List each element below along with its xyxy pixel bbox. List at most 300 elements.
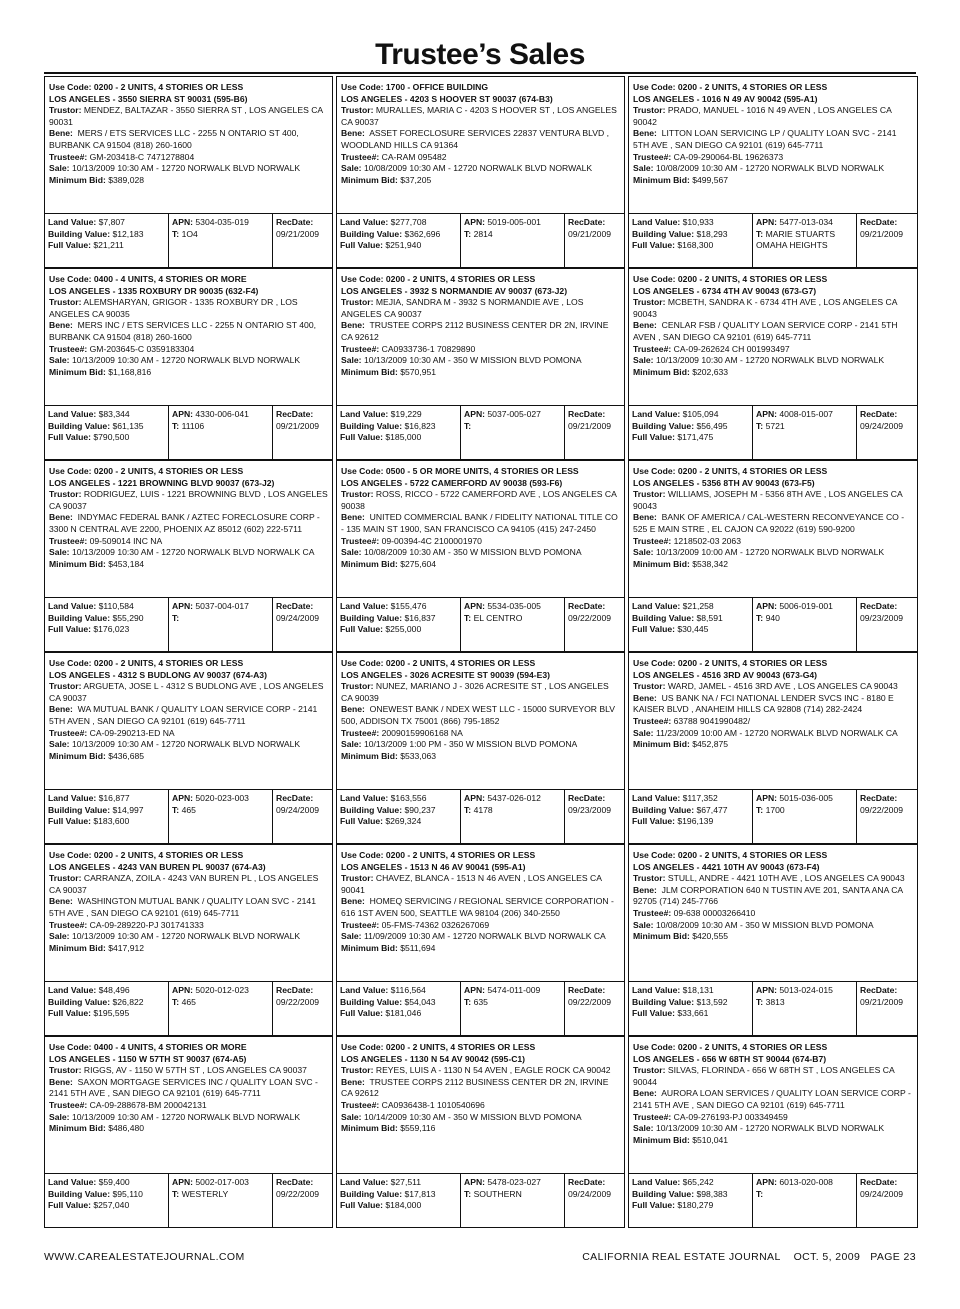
- trustor-value: WARD, JAMEL - 4516 3RD AVE , LOS ANGELES CA 90043: [667, 681, 898, 692]
- trustee-label: Trustee#:: [341, 1099, 380, 1110]
- land-value: $277,708: [390, 217, 427, 227]
- sale-label: Sale:: [49, 163, 70, 174]
- trustee-value: 20090159906168 NA: [381, 727, 463, 738]
- trustee-value: GM-203645-C 0359183304: [89, 343, 195, 354]
- listing-record: [44, 76, 333, 268]
- apn-column: [169, 982, 273, 1035]
- trustor-label: Trustor:: [49, 489, 82, 500]
- t-value: 1700: [765, 804, 785, 815]
- apn-label: APN:: [172, 217, 194, 227]
- minbid-value: $486,480: [108, 1123, 145, 1134]
- full-value: $184,000: [385, 1200, 422, 1211]
- listing-record: [336, 76, 625, 268]
- use-code: Use Code: 0200 - 2 UNITS, 4 STORIES OR LESS: [633, 274, 828, 284]
- land-label: Land Value:: [632, 601, 681, 611]
- record-values: [628, 405, 918, 460]
- property-address: LOS ANGELES - 1130 N 54 AV 90042 (595-C1): [341, 1053, 526, 1064]
- trustor-value: REYES, LUIS A - 1130 N 54 AVEN , EAGLE ROCK CA 90042: [375, 1065, 611, 1076]
- land-label: Land Value:: [48, 409, 97, 419]
- land-label: Land Value:: [48, 1177, 97, 1187]
- bene-label: Bene:: [633, 128, 657, 139]
- property-address: LOS ANGELES - 3932 S NORMANDIE AV 90037 (673-J2): [341, 285, 568, 296]
- use-code: Use Code: 0200 - 2 UNITS, 4 STORIES OR LESS: [341, 1042, 536, 1052]
- land-label: Land Value:: [48, 601, 97, 611]
- use-code: Use Code: 0200 - 2 UNITS, 4 STORIES OR LESS: [341, 850, 536, 860]
- bene-label: Bene:: [341, 128, 365, 139]
- sale-value: 10/13/2009 10:00 AM - 12720 NORWALK BLVD NORWALK: [655, 547, 885, 558]
- full-value: $180,279: [677, 1200, 714, 1211]
- t-value: 635: [473, 996, 488, 1007]
- apn-column: [461, 214, 565, 267]
- building-value: $98,383: [696, 1188, 728, 1199]
- building-label: Building Value:: [340, 228, 403, 239]
- property-address: LOS ANGELES - 1221 BROWNING BLVD 90037 (673-J2): [49, 477, 275, 488]
- apn-column: [169, 598, 273, 651]
- full-label: Full Value:: [632, 1200, 675, 1211]
- record-values: [336, 981, 625, 1036]
- record-values: [336, 1173, 625, 1228]
- bene-label: Bene:: [633, 1088, 657, 1099]
- building-value: $8,591: [696, 612, 723, 623]
- building-label: Building Value:: [48, 420, 111, 431]
- listing-record: [44, 1036, 333, 1228]
- minbid-label: Minimum Bid:: [633, 1134, 690, 1145]
- minbid-label: Minimum Bid:: [341, 174, 398, 185]
- t-label: T:: [172, 1188, 180, 1199]
- listing-record: [628, 652, 918, 844]
- t-value: WESTERLY: [181, 1188, 229, 1199]
- building-value: $16,837: [404, 612, 436, 623]
- record-details: [628, 652, 918, 789]
- apn-column: [753, 406, 857, 459]
- apn-column: [461, 982, 565, 1035]
- bene-value: INDYMAC FEDERAL BANK / AZTEC FORECLOSURE CORP - 3300 N CENTRAL AVE 2200, PHOENIX AZ 85012 (602) 222-5711: [49, 512, 320, 534]
- apn-label: APN:: [756, 1177, 778, 1187]
- value-column: [629, 982, 753, 1035]
- land-label: Land Value:: [48, 217, 97, 227]
- trustee-value: CA-09-289220-PJ 301741333: [89, 919, 204, 930]
- trustor-value: MURALLES, MARIA C - 4203 S HOOVER ST , LOS ANGELES CA 90037: [341, 105, 617, 127]
- bene-value: BANK OF AMERICA / CAL-WESTERN RECONVEYANCE CO - 525 E MAIN STRE , EL CAJON CA 92022 (619) 590-9200: [633, 512, 905, 534]
- property-address: LOS ANGELES - 5722 CAMERFORD AV 90038 (593-F6): [341, 477, 563, 488]
- sale-label: Sale:: [633, 1123, 654, 1134]
- land-value: $10,933: [682, 217, 714, 227]
- trustee-value: CA-RAM 095482: [381, 151, 447, 162]
- building-label: Building Value:: [48, 804, 111, 815]
- title-divider: [44, 72, 916, 74]
- record-details: [336, 1036, 625, 1173]
- land-value: $21,258: [682, 601, 714, 611]
- building-label: Building Value:: [632, 804, 695, 815]
- trustor-label: Trustor:: [633, 873, 666, 884]
- value-column: [45, 982, 169, 1035]
- trustee-value: 63788 9041990482/: [673, 715, 751, 726]
- apn-column: [753, 1174, 857, 1227]
- full-label: Full Value:: [340, 624, 383, 635]
- recdate-label: RecDate:: [860, 985, 898, 995]
- minbid-value: $538,342: [692, 558, 729, 569]
- property-address: LOS ANGELES - 3026 ACRESITE ST 90039 (594-E3): [341, 669, 551, 680]
- t-value: MARIE STUARTS OMAHA HEIGHTS: [756, 228, 836, 251]
- sale-value: 10/13/2009 10:30 AM - 12720 NORWALK BLVD NORWALK: [71, 355, 301, 366]
- land-label: Land Value:: [340, 217, 389, 227]
- use-code: Use Code: 0200 - 2 UNITS, 4 STORIES OR LESS: [633, 1042, 828, 1052]
- land-value: $7,807: [98, 217, 125, 227]
- trustor-value: RIGGS, AV - 1150 W 57TH ST , LOS ANGELES CA 90037: [83, 1065, 307, 1076]
- bene-label: Bene:: [633, 692, 657, 703]
- t-label: T:: [172, 228, 180, 239]
- bene-label: Bene:: [341, 704, 365, 715]
- bene-value: TRUSTEE CORPS 2112 BUSINESS CENTER DR 2N, IRVINE CA 92612: [341, 320, 609, 342]
- trustee-label: Trustee#:: [633, 1111, 672, 1122]
- apn-label: APN:: [756, 601, 778, 611]
- record-details: [44, 268, 333, 405]
- property-address: LOS ANGELES - 4421 10TH AV 90043 (673-F4): [633, 861, 820, 872]
- trustor-label: Trustor:: [633, 297, 666, 308]
- record-details: [44, 460, 333, 597]
- building-label: Building Value:: [340, 1188, 403, 1199]
- recdate-value: 09/24/2009: [860, 1188, 904, 1199]
- minbid-label: Minimum Bid:: [341, 1123, 398, 1134]
- land-value: $117,352: [682, 793, 718, 803]
- full-value: $257,040: [93, 1200, 130, 1211]
- bene-label: Bene:: [49, 896, 73, 907]
- full-label: Full Value:: [340, 1008, 383, 1019]
- apn-label: APN:: [756, 793, 778, 803]
- use-code: Use Code: 0200 - 2 UNITS, 4 STORIES OR LESS: [49, 82, 244, 92]
- t-value: EL CENTRO: [473, 612, 523, 623]
- t-label: T:: [756, 996, 764, 1007]
- apn-value: 5037-005-027: [487, 409, 541, 419]
- land-label: Land Value:: [632, 1177, 681, 1187]
- building-value: $90,237: [404, 804, 436, 815]
- recdate-column: [565, 598, 624, 651]
- trustor-value: SILVAS, FLORINDA - 656 W 68TH ST , LOS ANGELES CA 90044: [633, 1065, 895, 1087]
- full-label: Full Value:: [632, 432, 675, 443]
- land-value: $59,400: [98, 1177, 130, 1187]
- land-value: $48,496: [98, 985, 130, 995]
- minbid-label: Minimum Bid:: [49, 558, 106, 569]
- recdate-value: 09/22/2009: [276, 996, 320, 1007]
- recdate-value: 09/21/2009: [276, 228, 320, 239]
- value-column: [629, 214, 753, 267]
- property-address: LOS ANGELES - 5356 8TH AV 90043 (673-F5): [633, 477, 815, 488]
- building-value: $56,495: [696, 420, 728, 431]
- recdate-value: 09/21/2009: [568, 228, 612, 239]
- trustor-label: Trustor:: [49, 1065, 82, 1076]
- recdate-label: RecDate:: [276, 217, 314, 227]
- t-label: T:: [464, 612, 472, 623]
- recdate-value: 09/21/2009: [860, 228, 904, 239]
- recdate-column: [565, 214, 624, 267]
- recdate-label: RecDate:: [276, 601, 314, 611]
- record-details: [44, 652, 333, 789]
- listing-record: [44, 652, 333, 844]
- recdate-value: 09/21/2009: [860, 996, 904, 1007]
- apn-value: 5020-023-003: [195, 793, 249, 803]
- use-code: Use Code: 0500 - 5 OR MORE UNITS, 4 STORIES OR LESS: [341, 466, 579, 476]
- bene-label: Bene:: [49, 704, 73, 715]
- recdate-column: [273, 214, 332, 267]
- apn-value: 5020-012-023: [195, 985, 249, 995]
- trustor-value: WILLIAMS, JOSEPH M - 5356 8TH AVE , LOS ANGELES CA 90043: [633, 489, 903, 511]
- land-value: $27,511: [390, 1177, 422, 1187]
- building-label: Building Value:: [48, 228, 111, 239]
- recdate-value: 09/23/2009: [568, 804, 612, 815]
- trustee-value: 09-509014 INC NA: [89, 535, 163, 546]
- land-label: Land Value:: [340, 793, 389, 803]
- trustor-value: ROSS, RICCO - 5722 CAMERFORD AVE , LOS ANGELES CA 90038: [341, 489, 617, 511]
- trustor-label: Trustor:: [341, 489, 374, 500]
- recdate-column: [273, 982, 332, 1035]
- recdate-value: 09/24/2009: [860, 420, 904, 431]
- apn-value: 5474-011-009: [487, 985, 541, 995]
- sale-label: Sale:: [633, 355, 654, 366]
- recdate-label: RecDate:: [860, 1177, 898, 1187]
- recdate-value: 09/22/2009: [568, 612, 612, 623]
- sale-label: Sale:: [49, 931, 70, 942]
- recdate-label: RecDate:: [568, 217, 606, 227]
- property-address: LOS ANGELES - 4243 VAN BUREN PL 90037 (674-A3): [49, 861, 266, 872]
- record-details: [44, 1036, 333, 1173]
- sale-value: 11/09/2009 10:30 AM - 12720 NORWALK BLVD NORWALK CA: [363, 931, 606, 942]
- full-label: Full Value:: [340, 1200, 383, 1211]
- land-label: Land Value:: [632, 793, 681, 803]
- apn-column: [461, 406, 565, 459]
- recdate-column: [273, 598, 332, 651]
- record-details: [336, 652, 625, 789]
- land-value: $110,584: [98, 601, 134, 611]
- building-label: Building Value:: [632, 612, 695, 623]
- building-label: Building Value:: [632, 228, 695, 239]
- sale-value: 10/13/2009 10:30 AM - 12720 NORWALK BLVD NORWALK: [71, 931, 301, 942]
- use-code: Use Code: 0200 - 2 UNITS, 4 STORIES OR LESS: [341, 274, 536, 284]
- value-column: [629, 598, 753, 651]
- trustee-value: 05-FMS-74362 0326267069: [381, 919, 490, 930]
- land-label: Land Value:: [632, 985, 681, 995]
- building-value: $18,293: [696, 228, 728, 239]
- use-code: Use Code: 0200 - 2 UNITS, 4 STORIES OR LESS: [49, 850, 244, 860]
- bene-value: AURORA LOAN SERVICES / QUALITY LOAN SERVICE CORP - 2141 5TH AVE , SAN DIEGO CA 92101 (619) 645-7711: [633, 1088, 911, 1110]
- minbid-label: Minimum Bid:: [49, 366, 106, 377]
- minbid-label: Minimum Bid:: [49, 1123, 106, 1134]
- property-address: LOS ANGELES - 6734 4TH AV 90043 (673-G7): [633, 285, 817, 296]
- recdate-label: RecDate:: [568, 1177, 606, 1187]
- t-value: SOUTHERN: [473, 1188, 522, 1199]
- apn-value: 5002-017-003: [195, 1177, 249, 1187]
- bene-value: TRUSTEE CORPS 2112 BUSINESS CENTER DR 2N, IRVINE CA 92612: [341, 1076, 609, 1099]
- trustor-label: Trustor:: [341, 297, 374, 308]
- sale-label: Sale:: [633, 727, 654, 738]
- apn-label: APN:: [464, 1177, 486, 1187]
- page-title: Trustee’s Sales: [375, 38, 585, 71]
- trustor-label: Trustor:: [341, 1065, 374, 1076]
- bene-label: Bene:: [341, 1076, 365, 1087]
- full-value: $251,940: [385, 240, 422, 251]
- bene-value: LITTON LOAN SERVICING LP / QUALITY LOAN SVC - 2141 5TH AVE , SAN DIEGO CA 92101 (619) 645-7711: [633, 128, 897, 150]
- apn-label: APN:: [464, 985, 486, 995]
- trustee-label: Trustee#:: [49, 151, 88, 162]
- trustee-label: Trustee#:: [341, 151, 380, 162]
- property-address: LOS ANGELES - 4203 S HOOVER ST 90037 (674-B3): [341, 93, 553, 104]
- record-details: [44, 76, 333, 213]
- minbid-value: $452,875: [692, 739, 729, 750]
- full-value: $168,300: [677, 240, 714, 251]
- bene-label: Bene:: [633, 512, 657, 523]
- building-label: Building Value:: [340, 612, 403, 623]
- minbid-label: Minimum Bid:: [341, 942, 398, 953]
- bene-value: MERS INC / ETS SERVICES LLC - 2255 N ONTARIO ST 400, BURBANK CA 91504 (818) 260-1600: [49, 320, 316, 342]
- land-label: Land Value:: [340, 409, 389, 419]
- building-value: $14,997: [112, 804, 144, 815]
- minbid-value: $559,116: [400, 1123, 436, 1134]
- recdate-value: 09/21/2009: [568, 420, 612, 431]
- trustee-label: Trustee#:: [633, 715, 672, 726]
- bene-value: CENLAR FSB / QUALITY LOAN SERVICE CORP - 2141 5TH AVEN , SAN DIEGO CA 92101 (619) 645-7711: [633, 320, 898, 342]
- minbid-value: $533,063: [400, 750, 437, 761]
- trustor-label: Trustor:: [49, 873, 82, 884]
- recdate-column: [857, 598, 917, 651]
- trustor-value: MCBETH, SANDRA K - 6734 4TH AVE , LOS ANGELES CA 90043: [633, 297, 897, 319]
- minbid-label: Minimum Bid:: [341, 366, 398, 377]
- sale-label: Sale:: [633, 163, 654, 174]
- record-details: [336, 76, 625, 213]
- apn-column: [169, 406, 273, 459]
- minbid-label: Minimum Bid:: [49, 174, 106, 185]
- value-column: [337, 1174, 461, 1227]
- apn-value: 5013-024-015: [779, 985, 833, 995]
- trustor-label: Trustor:: [341, 105, 374, 116]
- apn-value: 5477-013-034: [779, 217, 833, 227]
- recdate-column: [273, 1174, 332, 1227]
- record-details: [628, 844, 918, 981]
- property-address: LOS ANGELES - 1150 W 57TH ST 90037 (674-A5): [49, 1053, 247, 1064]
- record-details: [628, 76, 918, 213]
- full-value: $30,445: [677, 624, 709, 635]
- recdate-label: RecDate:: [860, 601, 898, 611]
- recdate-column: [857, 406, 917, 459]
- recdate-label: RecDate:: [860, 217, 898, 227]
- building-value: $16,823: [404, 420, 436, 431]
- sale-label: Sale:: [49, 1111, 70, 1122]
- building-label: Building Value:: [632, 996, 695, 1007]
- full-value: $33,661: [677, 1008, 709, 1019]
- bene-label: Bene:: [633, 884, 657, 895]
- bene-value: US BANK NA / FCI NATIONAL LENDER SVCS INC - 8180 E KAISER BLVD , ANAHEIM HILLS CA 92808 (714) 282-2424: [633, 692, 894, 715]
- building-label: Building Value:: [48, 612, 111, 623]
- apn-value: 5037-004-017: [195, 601, 249, 611]
- trustor-label: Trustor:: [49, 105, 82, 116]
- sale-label: Sale:: [341, 931, 362, 942]
- bene-label: Bene:: [49, 128, 73, 139]
- sale-label: Sale:: [341, 355, 362, 366]
- building-label: Building Value:: [632, 420, 695, 431]
- trustee-value: 09-638 00003266410: [673, 907, 756, 918]
- apn-label: APN:: [464, 217, 486, 227]
- land-value: $83,344: [98, 409, 130, 419]
- trustee-label: Trustee#:: [341, 343, 380, 354]
- record-values: [336, 789, 625, 844]
- apn-value: 5019-005-001: [487, 217, 541, 227]
- use-code: Use Code: 0200 - 2 UNITS, 4 STORIES OR LESS: [633, 82, 828, 92]
- building-label: Building Value:: [48, 1188, 111, 1199]
- full-label: Full Value:: [632, 624, 675, 635]
- minbid-value: $570,951: [400, 366, 437, 377]
- value-column: [629, 790, 753, 843]
- use-code: Use Code: 0200 - 2 UNITS, 4 STORIES OR LESS: [49, 658, 244, 668]
- bene-label: Bene:: [49, 1076, 73, 1087]
- trustor-label: Trustor:: [49, 681, 82, 692]
- trustor-value: STULL, ANDRE - 4421 10TH AVE , LOS ANGELES CA 90043: [667, 873, 905, 884]
- full-value: $181,046: [385, 1008, 422, 1019]
- record-values: [44, 981, 333, 1036]
- apn-column: [753, 982, 857, 1035]
- minbid-label: Minimum Bid:: [633, 739, 690, 750]
- record-values: [628, 981, 918, 1036]
- building-value: $95,110: [112, 1188, 143, 1199]
- minbid-label: Minimum Bid:: [341, 558, 398, 569]
- trustor-value: MEJIA, SANDRA M - 3932 S NORMANDIE AVE , LOS ANGELES CA 90037: [341, 297, 584, 319]
- record-values: [336, 405, 625, 460]
- record-details: [628, 460, 918, 597]
- apn-label: APN:: [172, 601, 194, 611]
- trustor-label: Trustor:: [633, 105, 666, 116]
- recdate-column: [857, 790, 917, 843]
- t-value: 465: [181, 996, 196, 1007]
- sale-value: 10/13/2009 1:00 PM - 350 W MISSION BLVD POMONA: [363, 739, 578, 750]
- full-label: Full Value:: [48, 624, 91, 635]
- t-label: T:: [172, 612, 180, 623]
- minbid-label: Minimum Bid:: [633, 366, 690, 377]
- land-value: $65,242: [682, 1177, 714, 1187]
- sale-label: Sale:: [49, 739, 70, 750]
- apn-label: APN:: [172, 793, 194, 803]
- listing-record: [336, 652, 625, 844]
- trustee-value: CA-09-276193-PJ 003349459: [673, 1111, 788, 1122]
- t-value: 940: [765, 612, 780, 623]
- sale-label: Sale:: [341, 547, 362, 558]
- record-values: [336, 213, 625, 268]
- value-column: [337, 790, 461, 843]
- building-value: $12,183: [112, 228, 144, 239]
- full-value: $269,324: [385, 816, 422, 827]
- record-values: [44, 213, 333, 268]
- record-details: [628, 268, 918, 405]
- apn-value: 5015-036-005: [779, 793, 833, 803]
- building-value: $54,043: [404, 996, 436, 1007]
- apn-label: APN:: [756, 985, 778, 995]
- listing-record: [628, 1036, 918, 1228]
- t-value: 5721: [765, 420, 785, 431]
- recdate-label: RecDate:: [276, 985, 314, 995]
- building-label: Building Value:: [340, 996, 403, 1007]
- trustor-label: Trustor:: [341, 681, 374, 692]
- recdate-value: 09/22/2009: [568, 996, 612, 1007]
- t-value: 1O4: [181, 228, 198, 239]
- sale-value: 10/13/2009 10:30 AM - 12720 NORWALK BLVD NORWALK: [655, 355, 885, 366]
- minbid-label: Minimum Bid:: [633, 558, 690, 569]
- listing-record: [44, 460, 333, 652]
- value-column: [337, 406, 461, 459]
- apn-column: [461, 598, 565, 651]
- bene-value: SAXON MORTGAGE SERVICES INC / QUALITY LOAN SVC - 2141 5TH AVE , SAN DIEGO CA 92101 (619) 645-7711: [49, 1076, 318, 1099]
- trustee-label: Trustee#:: [49, 727, 88, 738]
- recdate-column: [857, 982, 917, 1035]
- full-label: Full Value:: [48, 1008, 91, 1019]
- minbid-label: Minimum Bid:: [633, 931, 690, 942]
- minbid-value: $389,028: [108, 174, 145, 185]
- full-value: $255,000: [385, 624, 422, 635]
